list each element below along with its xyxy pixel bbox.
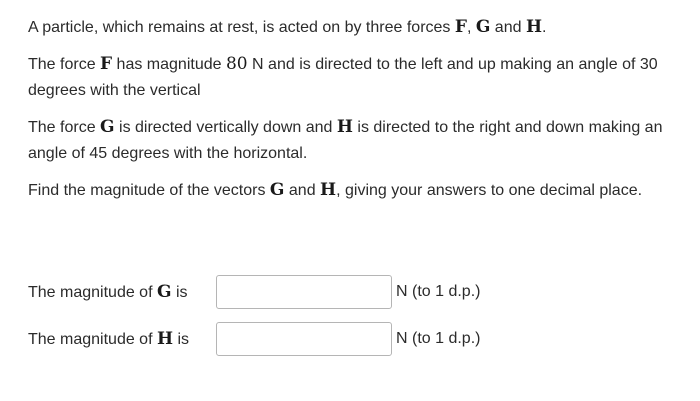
unit-label: N (to 1 d.p.) (396, 330, 481, 347)
vector-f: F (100, 54, 113, 74)
text: . (542, 19, 547, 36)
text: The force (28, 119, 101, 136)
question-paragraph-3 (28, 114, 680, 167)
vector-g: G (475, 17, 491, 37)
vector-h: H (156, 329, 174, 349)
text: and (284, 182, 321, 199)
text: is (171, 284, 188, 301)
question-paragraph-1 (28, 14, 680, 41)
magnitude-value: 80 (225, 54, 248, 74)
vector-h: H (320, 180, 337, 200)
question-paragraph-4 (28, 177, 680, 204)
vector-h: H (336, 117, 353, 137)
vector-f: F (454, 17, 467, 37)
text: is directed to the right and down making an angle of 45 degrees with the horizontal. (28, 119, 663, 162)
vector-h: H (525, 17, 543, 37)
text: The magnitude of (28, 331, 157, 348)
unit-label: N (to 1 d.p.) (396, 283, 481, 300)
answer-label-g (28, 282, 216, 302)
question-text (28, 14, 680, 214)
answer-row-g (28, 273, 480, 311)
text: The force (28, 56, 101, 73)
vector-g: G (269, 180, 285, 200)
text: N and is directed to the left and up making an angle of 30 degrees with the vertical (28, 56, 658, 99)
question-paragraph-2 (28, 51, 680, 104)
text: , giving your answers to one decimal place. (336, 182, 643, 199)
text: , (466, 19, 476, 36)
text: is directed vertically down and (114, 119, 337, 136)
text: and (490, 19, 526, 36)
text: has magnitude (112, 56, 226, 73)
vector-g: G (100, 117, 115, 137)
text: The magnitude of (28, 284, 157, 301)
vector-g: G (156, 282, 172, 302)
text: Find the magnitude of the vectors (28, 182, 270, 199)
text: is (173, 331, 190, 348)
magnitude-g-input[interactable] (216, 275, 392, 309)
answer-label-h (28, 329, 216, 349)
text: A particle, which remains at rest, is acted on by three forces (28, 19, 455, 36)
magnitude-h-input[interactable] (216, 322, 392, 356)
answer-row-h (28, 320, 480, 358)
